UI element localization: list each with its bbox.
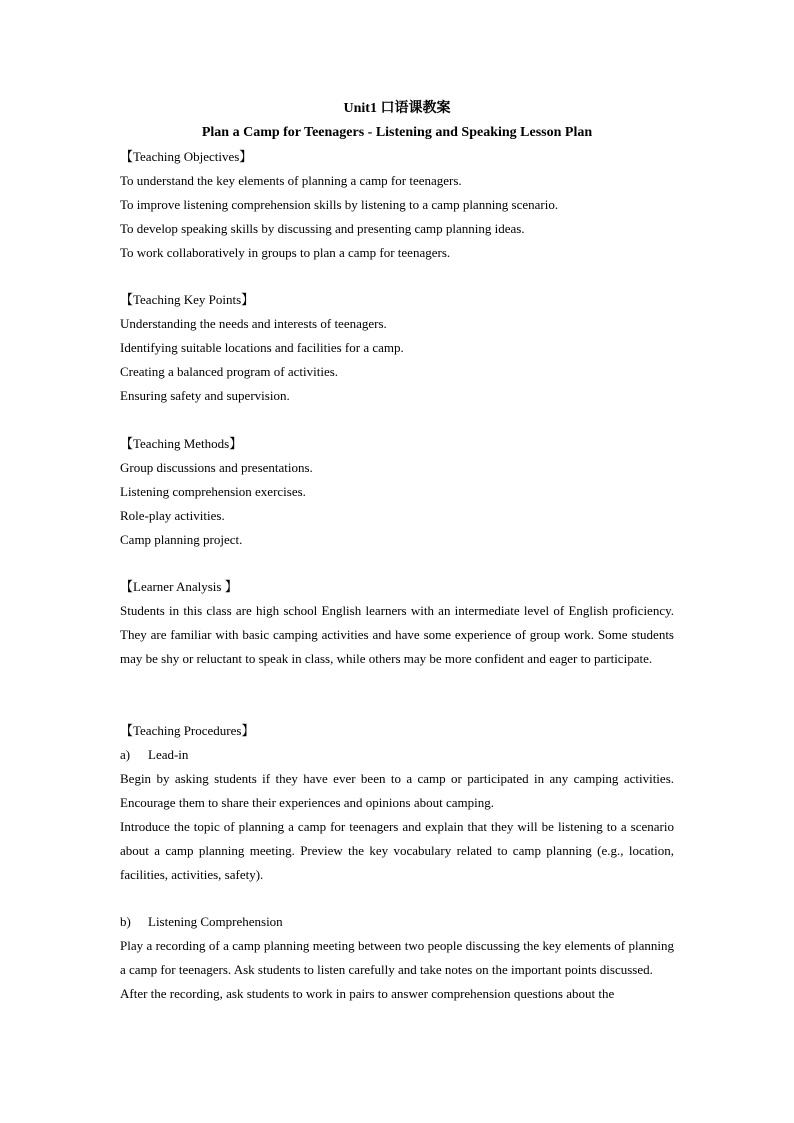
section-heading: 【Teaching Objectives】 [120, 149, 253, 164]
step-title: Listening Comprehension [148, 914, 283, 929]
paragraph: After the recording, ask students to work in pairs to answer comprehension questions about the [120, 986, 615, 1001]
list-item: To develop speaking skills by discussing and presenting camp planning ideas. [120, 221, 525, 236]
list-item: Identifying suitable locations and facilities for a camp. [120, 340, 404, 355]
paragraph: Students in this class are high school English learners with an intermediate level of English proficiency. They are familiar with basic camping activities and have some experience of group work. Some students may be shy or reluctant to speak in class, while others may be more confident and eager to participate. [120, 603, 674, 666]
section-teaching-key-points [120, 288, 674, 408]
list-item: To work collaboratively in groups to plan a camp for teenagers. [120, 245, 451, 260]
section-heading: 【Teaching Key Points】 [120, 292, 255, 307]
section-heading: 【Teaching Methods】 [120, 436, 243, 451]
section-listening-comprehension [120, 910, 674, 1006]
section-teaching-procedures [120, 719, 674, 887]
section-heading: 【Teaching Procedures】 [120, 723, 255, 738]
list-item: Understanding the needs and interests of teenagers. [120, 316, 387, 331]
list-item: Listening comprehension exercises. [120, 484, 306, 499]
document-title: Unit1 口语课教案 [343, 101, 451, 116]
list-item: To understand the key elements of planning a camp for teenagers. [120, 173, 462, 188]
section-teaching-methods [120, 432, 674, 552]
paragraph: Begin by asking students if they have ever been to a camp or participated in any camping activities. Encourage them to share their experiences and opinions about camping. [120, 771, 674, 810]
procedure-step-a [120, 743, 674, 767]
step-label: b) [120, 914, 131, 929]
section-learner-analysis [120, 575, 674, 671]
list-item: Camp planning project. [120, 532, 243, 547]
paragraph: Introduce the topic of planning a camp for teenagers and explain that they will be listening to a scenario about a camp planning meeting. Preview the key vocabulary related to camp planning (e.g., location, facilities, activities, safety). [120, 819, 674, 882]
procedure-step-b [120, 910, 674, 934]
document-subtitle: Plan a Camp for Teenagers - Listening and Speaking Lesson Plan [201, 125, 593, 140]
section-teaching-objectives [120, 145, 674, 265]
list-item: Creating a balanced program of activities. [120, 364, 339, 379]
list-item: Role-play activities. [120, 508, 225, 523]
list-item: Group discussions and presentations. [120, 460, 313, 475]
list-item: To improve listening comprehension skills by listening to a camp planning scenario. [120, 197, 559, 212]
paragraph: Play a recording of a camp planning meeting between two people discussing the key elements of planning a camp for teenagers. Ask students to listen carefully and take notes on the important points discussed. [120, 938, 674, 977]
list-item: Ensuring safety and supervision. [120, 388, 290, 403]
step-title: Lead-in [148, 747, 189, 762]
section-heading: 【Learner Analysis 】 [120, 579, 238, 594]
step-label: a) [120, 747, 131, 762]
